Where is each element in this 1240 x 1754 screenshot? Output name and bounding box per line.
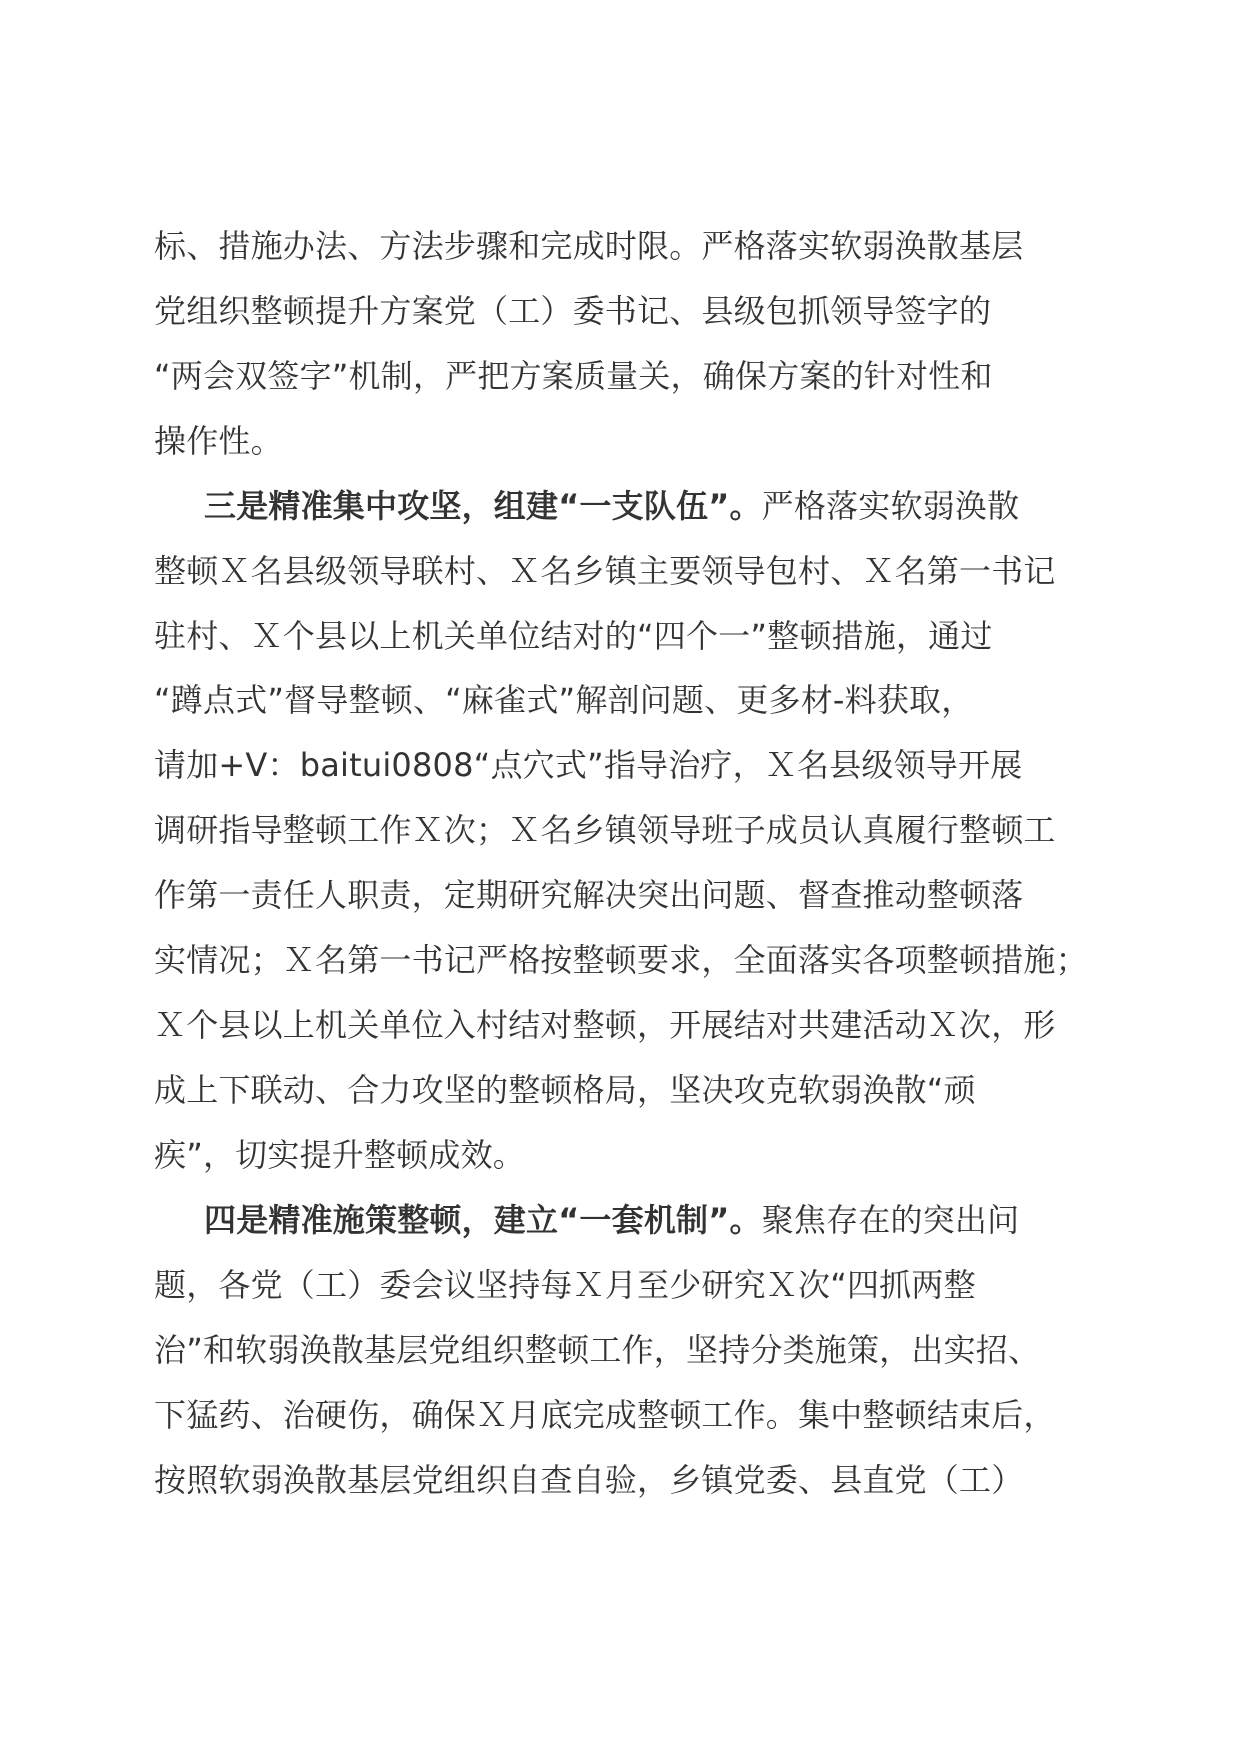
- text-line: 作第一责任人职责，定期研究解决突出问题、督查推动整顿落: [154, 876, 1024, 914]
- text-line: “蹲点式”督导整顿、“麻雀式”解剖问题、更多材-料获取，: [154, 681, 974, 719]
- paragraph-heading: 三是精准集中攻坚，组建“一支队伍”。: [204, 487, 762, 525]
- text-line: 请加+V：baitui0808“点穴式”指导治疗，Ｘ名县级领导开展: [154, 746, 1023, 784]
- text-line: 成上下联动、合力攻坚的整顿格局，坚决攻克软弱涣散“顽: [154, 1071, 976, 1109]
- text-line: 实情况；Ｘ名第一书记严格按整顿要求，全面落实各项整顿措施；: [154, 941, 1088, 979]
- text-line: 题，各党（工）委会议坚持每Ｘ月至少研究Ｘ次“四抓两整: [154, 1266, 976, 1304]
- text-line: 调研指导整顿工作Ｘ次；Ｘ名乡镇领导班子成员认真履行整顿工: [154, 811, 1056, 849]
- text-line: “两会双签字”机制，严把方案质量关，确保方案的针对性和: [154, 357, 993, 395]
- text-line: 疾”，切实提升整顿成效。: [154, 1136, 525, 1174]
- text-line: 操作性。: [154, 422, 283, 460]
- text-line: 党组织整顿提升方案党（工）委书记、县级包抓领导签字的: [154, 292, 992, 330]
- paragraph-four-start: 四是精准施策整顿，建立“一套机制”。聚焦存在的突出问: [204, 1201, 1020, 1239]
- text-line: 治”和软弱涣散基层党组织整顿工作，坚持分类施策，出实招、: [154, 1331, 1041, 1369]
- paragraph-heading: 四是精准施策整顿，建立“一套机制”。: [204, 1201, 762, 1239]
- text-line: 标、措施办法、方法步骤和完成时限。严格落实软弱涣散基层: [154, 227, 1024, 265]
- text-line: 驻村、Ｘ个县以上机关单位结对的“四个一”整顿措施，通过: [154, 617, 993, 655]
- text-line: 整顿Ｘ名县级领导联村、Ｘ名乡镇主要领导包村、Ｘ名第一书记: [154, 552, 1056, 590]
- paragraph-three-start: 三是精准集中攻坚，组建“一支队伍”。严格落实软弱涣散: [204, 487, 1020, 525]
- text-line: 按照软弱涣散基层党组织自查自验，乡镇党委、县直党（工）: [154, 1461, 1024, 1499]
- text-line: Ｘ个县以上机关单位入村结对整顿，开展结对共建活动Ｘ次，形: [154, 1006, 1056, 1044]
- text-line: 下猛药、治硬伤，确保Ｘ月底完成整顿工作。集中整顿结束后，: [154, 1396, 1056, 1434]
